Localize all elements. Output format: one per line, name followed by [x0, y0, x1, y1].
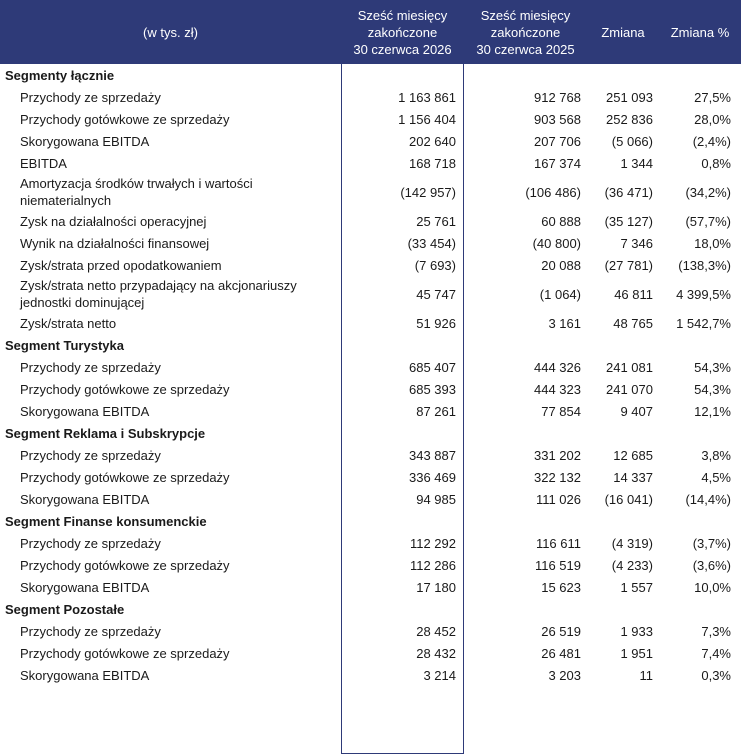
value-2026: 685 407: [409, 359, 456, 375]
value-2026: 3 214: [423, 667, 456, 683]
value-2026: 336 469: [409, 469, 456, 485]
section-title: Segment Reklama i Subskrypcje: [5, 425, 206, 441]
row-label: Przychody ze sprzedaży: [20, 535, 161, 551]
table-row: [0, 378, 741, 400]
table-row: [0, 642, 741, 664]
table-row: [0, 488, 741, 510]
table-row: [0, 620, 741, 642]
row-label: Przychody ze sprzedaży: [20, 623, 161, 639]
value-2025: 60 888: [541, 213, 581, 229]
change-value: (4 319): [611, 535, 653, 551]
value-2026: 112 292: [409, 535, 456, 551]
table-row: [0, 444, 741, 466]
table-body: [0, 64, 741, 686]
value-2026: 45 747: [416, 286, 456, 302]
value-2025: 3 161: [548, 315, 581, 331]
change-percent: 4 399,5%: [676, 286, 731, 302]
change-value: 12 685: [613, 447, 653, 463]
row-label: Przychody ze sprzedaży: [20, 89, 161, 105]
row-label: Przychody gotówkowe ze sprzedaży: [20, 469, 230, 485]
value-2025: (1 064): [539, 286, 581, 302]
value-2025: 26 481: [541, 645, 581, 661]
row-label: Przychody ze sprzedaży: [20, 447, 161, 463]
change-value: (4 233): [611, 557, 653, 573]
table-row: [0, 554, 741, 576]
value-2025: 15 623: [541, 579, 581, 595]
value-2025: 331 202: [534, 447, 581, 463]
change-value: 1 933: [620, 623, 653, 639]
change-percent: 28,0%: [694, 111, 731, 127]
value-2025: (40 800): [532, 235, 581, 251]
table-row: [0, 532, 741, 554]
value-2025: 116 611: [535, 535, 581, 551]
row-label: Przychody gotówkowe ze sprzedaży: [20, 557, 230, 573]
change-percent: 4,5%: [701, 469, 731, 485]
row-label: Przychody gotówkowe ze sprzedaży: [20, 381, 230, 397]
change-percent: 0,3%: [701, 667, 731, 683]
row-label: Zysk/strata przed opodatkowaniem: [20, 257, 222, 273]
header-units-label: (w tys. zł): [143, 24, 198, 40]
value-2026: (33 454): [407, 235, 456, 251]
value-2026: 28 432: [416, 645, 456, 661]
row-label: Wynik na działalności finansowej: [20, 235, 210, 251]
table-header: [0, 0, 741, 64]
value-2025: 26 519: [541, 623, 581, 639]
value-2025: 207 706: [534, 133, 581, 149]
table-row: [0, 254, 741, 276]
value-2026: 51 926: [416, 315, 456, 331]
change-value: 1 951: [620, 645, 653, 661]
table-row: [0, 276, 741, 312]
value-2025: 903 568: [534, 111, 581, 127]
row-label: Skorygowana EBITDA: [20, 403, 150, 419]
change-percent: 12,1%: [694, 403, 731, 419]
table-row: [0, 356, 741, 378]
table-row: [0, 152, 741, 174]
change-percent: (57,7%): [685, 213, 731, 229]
change-percent: 10,0%: [694, 579, 731, 595]
row-label: Zysk/strata netto: [20, 315, 117, 331]
row-label: Amortyzacja środków trwałych i wartości niematerialnych: [20, 176, 253, 208]
change-value: 9 407: [620, 403, 653, 419]
value-2026: 28 452: [416, 623, 456, 639]
change-percent: (14,4%): [685, 491, 731, 507]
value-2026: 1 163 861: [398, 89, 456, 105]
row-label: Przychody gotówkowe ze sprzedaży: [20, 111, 230, 127]
change-value: 241 070: [606, 381, 653, 397]
value-2025: 116 519: [534, 557, 581, 573]
value-2026: 25 761: [416, 213, 456, 229]
change-value: (16 041): [604, 491, 653, 507]
table-row: [0, 664, 741, 686]
change-percent: 0,8%: [701, 155, 731, 171]
header-change: Zmiana: [601, 24, 645, 40]
value-2026: 17 180: [416, 579, 456, 595]
change-percent: (2,4%): [692, 133, 731, 149]
change-value: 7 346: [620, 235, 653, 251]
section-title: Segment Finanse konsumenckie: [5, 513, 207, 529]
row-label: Skorygowana EBITDA: [20, 491, 150, 507]
row-label: Skorygowana EBITDA: [20, 133, 150, 149]
value-2025: 3 203: [548, 667, 581, 683]
change-percent: 7,3%: [701, 623, 731, 639]
value-2026: 202 640: [409, 133, 456, 149]
section-title: Segmenty łącznie: [5, 67, 115, 83]
value-2026: 685 393: [409, 381, 456, 397]
value-2026: 1 156 404: [398, 111, 456, 127]
change-value: (5 066): [611, 133, 653, 149]
change-value: 241 081: [606, 359, 653, 375]
change-percent: 54,3%: [694, 359, 731, 375]
table-row: [0, 210, 741, 232]
value-2025: 444 326: [534, 359, 581, 375]
table-row: [0, 576, 741, 598]
value-2025: 167 374: [534, 155, 581, 171]
change-value: 14 337: [613, 469, 653, 485]
value-2026: 87 261: [416, 403, 456, 419]
section-title: Segment Turystyka: [5, 337, 124, 353]
table-row: [0, 400, 741, 422]
table-row: [0, 232, 741, 254]
change-value: (27 781): [604, 257, 653, 273]
change-value: 252 836: [606, 111, 653, 127]
value-2026: 168 718: [409, 155, 456, 171]
value-2026: 343 887: [409, 447, 456, 463]
row-label: Zysk/strata netto przypadający na akcjonariuszy jednostki dominującej: [20, 278, 297, 310]
change-value: 11: [639, 667, 653, 683]
change-percent: 54,3%: [694, 381, 731, 397]
table-row: [0, 86, 741, 108]
row-label: Przychody gotówkowe ze sprzedaży: [20, 645, 230, 661]
change-percent: (138,3%): [678, 257, 731, 273]
change-value: 251 093: [606, 89, 653, 105]
table-row: [0, 312, 741, 334]
value-2025: 77 854: [541, 403, 581, 419]
table-row: [0, 174, 741, 210]
change-percent: 27,5%: [694, 89, 731, 105]
change-value: (35 127): [604, 213, 653, 229]
value-2026: 112 286: [409, 557, 456, 573]
value-2026: (142 957): [400, 184, 456, 200]
change-percent: (3,7%): [692, 535, 731, 551]
change-value: 48 765: [613, 315, 653, 331]
header-change-percent: Zmiana %: [670, 24, 730, 40]
section-header-row: [0, 64, 741, 86]
value-2025: 20 088: [541, 257, 581, 273]
value-2025: 912 768: [534, 89, 581, 105]
section-header-row: [0, 510, 741, 532]
row-label: EBITDA: [20, 155, 67, 171]
change-percent: (34,2%): [685, 184, 731, 200]
change-percent: (3,6%): [692, 557, 731, 573]
value-2026: 94 985: [416, 491, 456, 507]
change-percent: 18,0%: [694, 235, 731, 251]
value-2025: 111 026: [535, 491, 581, 507]
change-percent: 3,8%: [701, 447, 731, 463]
change-percent: 1 542,7%: [676, 315, 731, 331]
value-2025: 322 132: [534, 469, 581, 485]
section-header-row: [0, 334, 741, 356]
section-header-row: [0, 422, 741, 444]
change-value: 1 557: [620, 579, 653, 595]
header-period-2026: Sześć miesięcy zakończone 30 czerwca 2026: [353, 7, 452, 57]
row-label: Zysk na działalności operacyjnej: [20, 213, 207, 229]
row-label: Skorygowana EBITDA: [20, 667, 150, 683]
value-2025: 444 323: [534, 381, 581, 397]
change-percent: 7,4%: [701, 645, 731, 661]
change-value: 1 344: [620, 155, 653, 171]
row-label: Przychody ze sprzedaży: [20, 359, 161, 375]
change-value: 46 811: [614, 286, 653, 302]
table-row: [0, 108, 741, 130]
change-value: (36 471): [604, 184, 653, 200]
section-header-row: [0, 598, 741, 620]
table-row: [0, 466, 741, 488]
value-2026: (7 693): [414, 257, 456, 273]
section-title: Segment Pozostałe: [5, 601, 125, 617]
header-period-2025: Sześć miesięcy zakończone 30 czerwca 2025: [476, 7, 575, 57]
row-label: Skorygowana EBITDA: [20, 579, 150, 595]
value-2025: (106 486): [525, 184, 581, 200]
table-row: [0, 130, 741, 152]
